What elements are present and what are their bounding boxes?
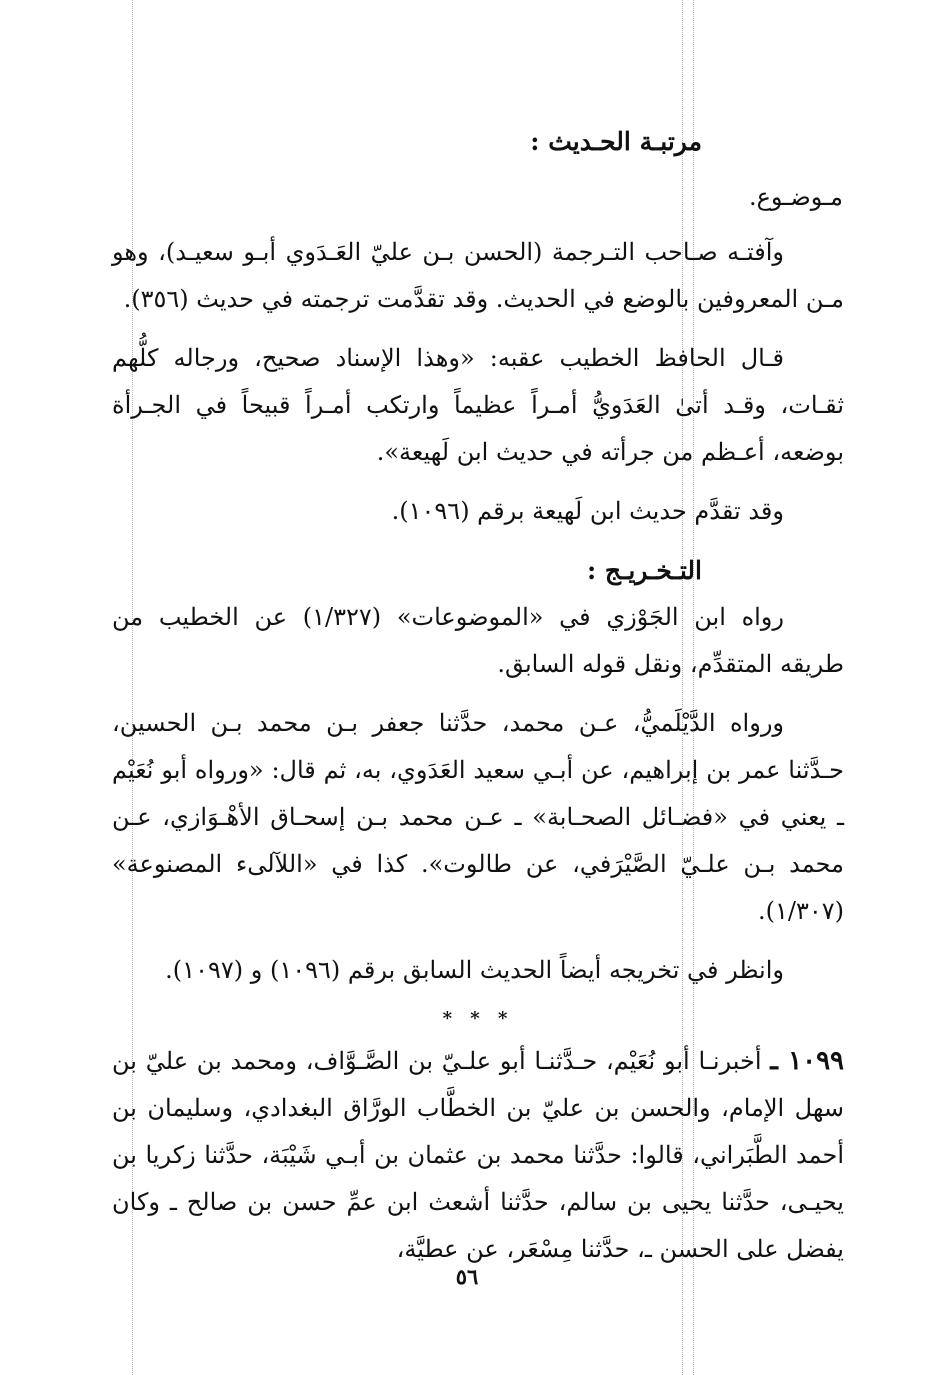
hadith-isnad-text: أخبرنـا أبو نُعَيْم، حـدَّثنـا أبو علـيّ بن الصَّـوَّاف، ومحمد بن عليّ بن سهل الإمام، والحسن بن عليّ بن الخطَّاب الورَّاق البغدادي، وسليمان بن أحمد الطَّبَراني، قالوا: حدَّثنا محمد بن عثمان بن أبـي شَيْبَة، حدَّثنا زكريا بن يحيـى، حدَّثنا يحيى بن سالم، حدَّثنا أشعث ابن عمِّ حسن بن صالح ـ وكان يفضل على الحسن ـ، حدَّثنا مِسْعَر، عن عطيَّة،: [112, 1047, 844, 1263]
paragraph-daylami: ورواه الدَّيْلَميُّ، عـن محمد، حدَّثنا جعفر بـن محمد بـن الحسين، حـدَّثنا عمر بن إبراهيم، عن أبـي سعيد العَدَوي، به، ثم قال: «ورواه أبو نُعَيْم ـ يعني في «فضـائل الصحـابة» ـ عـن محمد بـن إسحـاق الأهْـوَازي، عـن محمد بـن علـيّ الصَّيْرَفي، عن طالوت». كذا في «اللآلىء المصنوعة» (١/٣٠٧).: [112, 709, 844, 925]
page-body: [112, 118, 844, 1273]
hadith-number: ١٠٩٩ ـ: [770, 1046, 844, 1076]
paragraph-see-also: وانظر في تخريجه أيضاً الحديث السابق برقم (١٠٩٦) و (١٠٩٧).: [165, 956, 784, 984]
rank-verdict: مـوضـوع.: [748, 183, 843, 211]
hadith-entry: [112, 1038, 844, 1273]
section-separator: * * *: [442, 1008, 514, 1029]
heading-hadith-rank: مرتبـة الحـديث :: [530, 127, 702, 156]
heading-takhrij: التـخـريـج :: [586, 556, 702, 585]
paragraph-narrator-issue: وآفتـه صـاحب التـرجمة (الحسن بـن عليّ العَـدَوي أبـو سعيـد)، وهو مـن المعروفين بالوضع في الحديث. وقد تقدَّمت ترجمته في حديث (٣٥٦).: [112, 238, 844, 313]
paragraph-khatib-quote: قـال الحافظ الخطيب عقبه: «وهذا الإسناد صحيح، ورجاله كلُّهم ثقـات، وقـد أتىٰ العَدَويُّ أمـراً عظيماً وارتكب أمـراً قبيحاً في الجـرأة بوضعه، أعـظم من جرأته في حديث ابن لَهيعة».: [112, 344, 844, 466]
paragraph-cross-reference: وقد تقدَّم حديث ابن لَهيعة برقم (١٠٩٦).: [391, 497, 784, 525]
page-number: ٥٦: [455, 1264, 479, 1289]
paragraph-ibn-jawzi: رواه ابن الجَوْزي في «الموضوعات» (١/٣٢٧) عن الخطيب من طريقه المتقدِّم، ونقل قوله السابق.: [112, 603, 844, 678]
